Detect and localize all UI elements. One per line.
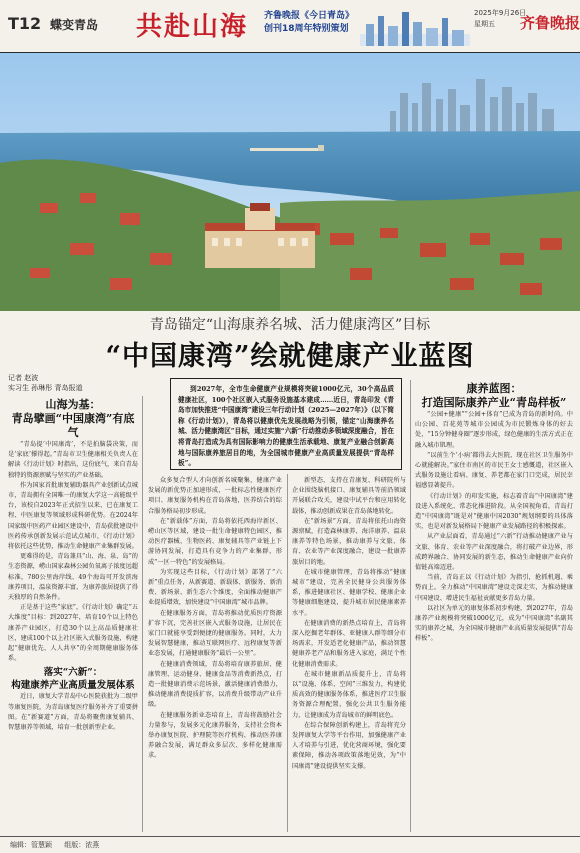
subhead-2-line2: 构建康养产业高质量发展体系 — [11, 680, 135, 692]
paragraph: 众多复合型人才向创新名城聚集，健康产业发展的新优势正加速形成，一批标志性健康医疗项目、康复服务机构在青岛落地，医养结合的综合服务格局初步形成。 — [148, 477, 282, 515]
paragraph: 在健康服务新业态培育上，青岛将鼓励社会力量参与，发展多元化康养服务，支持社会资本举办康复医院、护理院等医疗机构，推动医养康养融合发展，满足群众多层次、多样化健康需求。 — [148, 711, 282, 760]
byline-reporter: 记者 赵波 — [8, 374, 39, 382]
paragraph: 作为国家首批康复辅助器具产业创新试点城市，青岛拥有全国唯一的康复大学这一高能级平台，该校自2023年正式招生以来，已在康复工程、中医康复等领域形成科研优势。在2024年国家级中医药产业园区建设中，青岛获批建设中医药传承创新发展示范试点城市，《行动计划》将依托这些优势，推动生命健康产业集群发展。 — [8, 481, 138, 551]
editor-credit: 编辑：管慧颖 — [10, 841, 52, 849]
page-footer — [0, 836, 580, 853]
skyline-decoration-icon — [360, 6, 470, 46]
paragraph: 以社区为单元的康复体系初步构建，到2027年，青岛康养产业规模将突破1000亿元，成为“中国康湾”名副其实的康养之城，为全国城市健康产业高质量发展提供“青岛样板”。 — [415, 604, 573, 643]
subhead-3-line1: 康养蓝图： — [466, 382, 522, 395]
lead-summary-box — [170, 378, 402, 470]
paragraph: 在“新载体”方面，青岛将依托西海岸新区、崂山区等区域，建设一批生命健康特色园区，推动医疗器械、生物医药、康复辅具等产业链上下游协同发展，打造具有竞争力的产业集群，形成“一区一特色”的发展格局。 — [148, 517, 282, 566]
section-name: 蝶变青岛 — [50, 18, 99, 32]
date-text: 2025年9月26日 — [474, 9, 527, 17]
column-4 — [415, 382, 573, 834]
column-rule — [287, 474, 288, 832]
paragraph: “以前生个‘小病’都得去大医院，现在社区卫生服务中心就能解决。”家住市南区的市民王女士感慨道，社区嵌入式服务设施让看病、康复、养老都在家门口完成，居民幸福感显著提升。 — [415, 451, 573, 490]
paragraph: 近日，康复大学青岛中心医院获批为二级甲等康复医院，为青岛康复医疗服务补齐了重要拼图。在“新赛道”方面，青岛将聚焦康复辅具、智慧康养等领域，培育一批创新型企业。 — [8, 693, 138, 732]
banner-title: 共赴山海 — [136, 12, 249, 42]
column-2 — [148, 476, 282, 834]
paragraph: 为实现这些目标，《行动计划》部署了“六新”重点任务，从新赛道、新载体、新服务、新消费、新场景、新生态六个维度，全面推动健康产业提质增效，加快建设“中国康湾”城市品牌。 — [148, 568, 282, 607]
paragraph: 在城市健康新品质提升上，青岛将以“设施、体系、空间”三维发力，构建优质高效的健康服务体系，推进医疗卫生服务资源合理配置，强化公共卫生服务能力，让健康成为青岛城市的鲜明底色。 — [292, 670, 406, 719]
banner-subtitle-line2: 创刊18周年特别策划 — [264, 24, 349, 34]
banner-subtitle — [264, 10, 354, 36]
subhead-1-line2: 青岛擘画“中国康湾”有底气 — [11, 412, 135, 439]
subhead-1-line1: 山海为基： — [45, 398, 101, 411]
weekday-text: 星期五 — [474, 20, 495, 28]
city-panorama-image — [0, 53, 580, 311]
article-headline: “中国康湾”绘就健康产业蓝图 — [105, 341, 475, 372]
column-rule — [410, 380, 411, 832]
page-number: T12 — [8, 14, 42, 33]
city-coastline-photo — [0, 53, 580, 311]
column-3 — [292, 476, 406, 834]
paragraph: 从产业层面看，青岛通过“六新”行动推动健康产业与文旅、体育、农业等产业深度融合，将打破产业边界，形成跨界融合、协同发展的新生态，推动生命健康产业向价值链高端迈进。 — [415, 533, 573, 572]
banner-subtitle-line1: 齐鲁晚报《今日青岛》 — [264, 11, 355, 21]
paragraph: “公园+健康”“公园+体育”已成为青岛的新时尚。中山公园、百花苑等城市公园成为市民锻炼身体的好去处，“15分钟健身圈”逐步形成，绿色健康的生活方式正在融入城市肌理。 — [415, 411, 573, 449]
article-byline — [8, 373, 168, 393]
masthead — [0, 0, 580, 54]
paragraph: “青岛提‘中国康湾’，不是拍脑袋决策，而是‘家底’撑得起。”青岛市卫生健康相关负责人在解读《行动计划》时指出，这份底气，来自青岛独特的资源禀赋与坚实的产业基础。 — [8, 441, 138, 479]
subhead-3-line2: 打造国际康养产业“青岛样板” — [421, 396, 567, 409]
paragraph: 更难得的是，青岛兼具“山、海、泉、岛”的生态资源，崂山国家森林公园负氧离子浓度远超标准，780公里海岸线、49个海岛可开发滨海康养项目，温泉资源丰富，为康养旅居提供了得天独厚的自然条件。 — [8, 553, 138, 602]
column-rule — [142, 396, 143, 832]
paragraph: 在健康服务方面，青岛将推动优质医疗资源扩容下沉，完善社区嵌入式服务设施，让居民在家门口就能享受到便捷的健康服务。同时，大力发展智慧健康，推动互联网医疗、远程康复等新业态发展，打通健康服务“最后一公里”。 — [148, 609, 282, 658]
newspaper-brand: 齐鲁晚报 — [520, 14, 580, 32]
column-1 — [8, 398, 138, 834]
designer-credit: 组版：浓燕 — [64, 841, 100, 849]
paragraph: 在综合保障创新构建上，青岛将充分发挥康复大学等平台作用，加强健康产业人才培养与引进，优化营商环境，强化要素保障，推动各项政策落地见效，为“中国康湾”建设提供坚实支撑。 — [292, 721, 406, 770]
paragraph: 正是基于这些“家底”，《行动计划》确定“五大维度”目标：到2027年，培育10个以上特色康养产业园区，打造30个以上高品质健康社区，建成100个以上社区嵌入式服务设施，构建起“健康优先、人人共享”的全周期健康服务体系。 — [8, 604, 138, 663]
paragraph: 在健康消费领域，青岛将培育康养旅居、健康管理、运动健身、健康食品等消费新热点，打造一批健康消费示范场景，激活健康消费潜力，推动健康消费提质扩容，以消费升级带动产业升级。 — [148, 660, 282, 709]
issue-date — [474, 8, 526, 30]
paragraph: 在城市健康管理，青岛将推动“健康城市”建设，完善全民健身公共服务体系，推进健康社区、健康学校、健康企业等健康细胞建设，提升城市居民健康素养水平。 — [292, 568, 406, 617]
paragraph: 在健康消费的新热点培育上，青岛将深入挖掘老年群体、亚健康人群等细分市场需求，开发适老化健康产品，推动智慧健康养老产品和服务进入家庭，满足个性化健康消费需求。 — [292, 619, 406, 668]
paragraph: 当前，青岛正以《行动计划》为指引，抢抓机遇、乘势而上，全力推动“中国康湾”建设走深走实，为推动健康中国建设、增进民生福祉贡献更多青岛力量。 — [415, 574, 573, 602]
byline-intern: 实习生 孙琳彤 青岛报道 — [8, 384, 83, 392]
paragraph: 《行动计划》的印发实施，标志着青岛“中国康湾”建设进入系统化、常态化推进阶段。从全国视角看，青岛打造“中国康湾”既是对“健康中国2030”规划纲要的具体落实，也是对新发展格局下健康产业发展路径的积极探索。 — [415, 492, 573, 531]
paragraph: 在“新场景”方面，青岛将依托山海资源禀赋，打造森林康养、海洋康养、温泉康养等特色场景，推动康养与文旅、体育、农业等产业深度融合，建设一批康养旅居目的地。 — [292, 517, 406, 566]
paragraph: 新型态，支持在青康复、科研院所与企业围绕脑机接口、康复辅具等前沿领域开展联合攻关，建设中试平台和应用转化载体，推动创新成果在青岛落地转化。 — [292, 477, 406, 515]
lead-paragraph: 到2027年，全市生命健康产业规模将突破1000亿元，30个高品质健康社区，100个社区嵌入式服务设施基本建成……近日，青岛印发《青岛市加快推进“中国康湾”建设三年行动计划（2025—2027年）》（以下简称《行动计划》），青岛将以健康优先发展战略为引领，锚定“山海康养名城、活力健康湾区”目标，通过实施“六新”行动推动多领域深度融合，旨在将青岛打造成为具有国际影响力的健康生活承载地、康复产业融合创新高地与国际康养旅居目的地，为全国城市健康产业高质量发展提供“青岛样板”。 — [178, 385, 394, 468]
article-kicker: 青岛锚定“山海康养名城、活力健康湾区”目标 — [149, 317, 431, 333]
subhead-2-line1: 落实“六新”： — [43, 667, 103, 679]
